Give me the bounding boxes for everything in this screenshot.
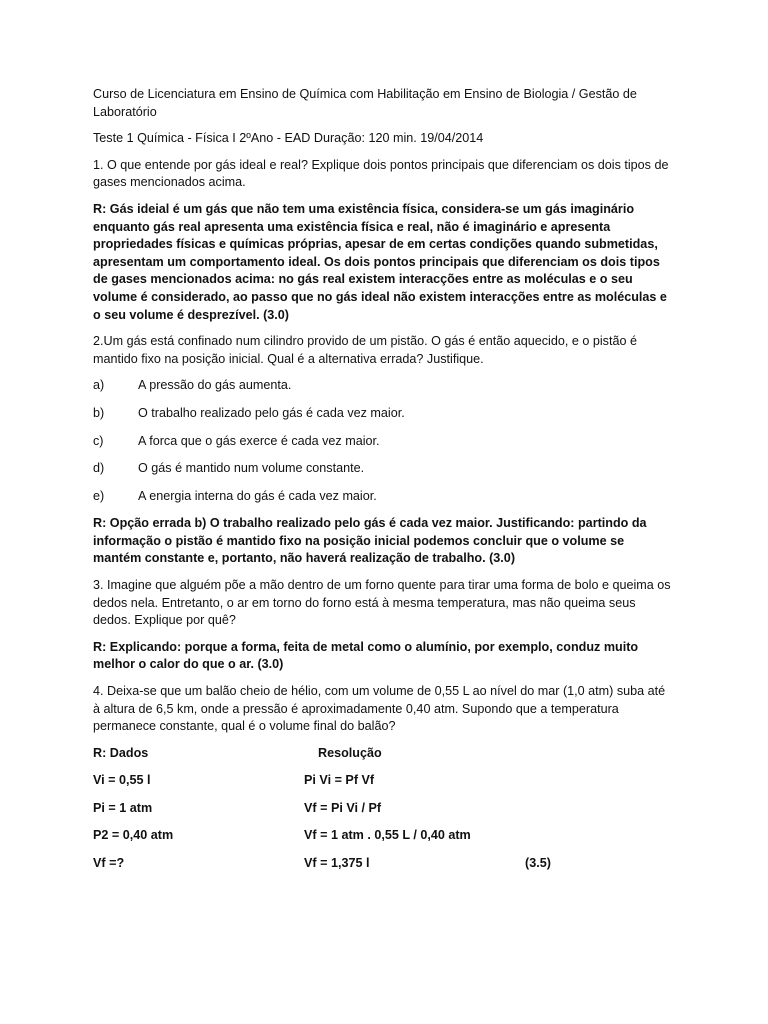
score-cell: (3.5) (525, 855, 551, 870)
option-d (93, 460, 673, 478)
question-4: 4. Deixa-se que um balão cheio de hélio, com um volume de 0,55 L ao nível do mar (1,0 atm) suba até à altura de 6,5 km, onde a pressão é aproximadamente 0,40 atm. Supondo que a temperatura permanece constante, qual é o volume final do balão? (93, 684, 666, 734)
option-c (93, 433, 673, 451)
option-letter: e) (93, 488, 105, 503)
option-letter: a) (93, 378, 105, 393)
option-text: A pressão do gás aumenta. (138, 378, 292, 393)
data-header: R: Dados (93, 745, 149, 760)
question-1: 1. O que entende por gás ideal e real? Explique dois pontos principais que diferenciam os dois tipos de gases mencionados acima. (93, 157, 669, 190)
question-2: 2.Um gás está confinado num cilindro provido de um pistão. O gás é então aquecido, e o pistão é mantido fixo na posição inicial. Qual é a alternativa errada? Justifique. (93, 334, 637, 366)
resolution-cell: Vf = Pi Vi / Pf (304, 800, 382, 815)
option-text: A energia interna do gás é cada vez maior. (138, 488, 377, 503)
option-text: O gás é mantido num volume constante. (138, 461, 365, 476)
data-cell: Vf =? (93, 855, 125, 870)
answer-1: R: Gás ideial é um gás que não tem uma existência física, considera-se um gás imaginário enquanto gás real apresenta uma existência física e real, não é imaginário e apresenta propriedades físicas e químicas próprias, apesar de em certas condições quando submetidas, apresentam um comportamento ideal. Os dois pontos principais que diferenciam os dois tipos de gases mencionados acima: no gás real existem interacções entre as moléculas e o seu volume é considerado, ao passo que no gás ideal não existem interacções entre as moléculas e o seu volume é desprezível. (3.0) (93, 201, 667, 322)
resolution-cell: Vf = 1 atm . 0,55 L / 0,40 atm (304, 828, 471, 843)
option-letter: b) (93, 405, 105, 420)
data-cell: Vi = 0,55 l (93, 773, 151, 788)
course-title: Curso de Licenciatura em Ensino de Química com Habilitação em Ensino de Biologia / Gestão de Laboratório (93, 87, 637, 119)
resolution-row (93, 800, 673, 818)
data-cell: P2 = 0,40 atm (93, 828, 174, 843)
resolution-cell: Pi Vi = Pf Vf (304, 773, 375, 788)
option-letter: c) (93, 433, 104, 448)
data-cell: Pi = 1 atm (93, 800, 153, 815)
option-e (93, 488, 673, 506)
option-b (93, 405, 673, 423)
resolution-row (93, 827, 673, 845)
resolution-cell: Vf = 1,375 l (304, 855, 370, 870)
resolution-header-row (93, 745, 673, 763)
option-a (93, 377, 673, 395)
option-letter: d) (93, 461, 105, 476)
option-text: O trabalho realizado pelo gás é cada vez maior. (138, 405, 405, 420)
test-info: Teste 1 Química - Física I 2ºAno - EAD Duração: 120 min. 19/04/2014 (93, 131, 484, 146)
question-3: 3. Imagine que alguém põe a mão dentro de um forno quente para tirar uma forma de bolo e queima os dedos nela. Entretanto, o ar em torno do forno está à mesma temperatura, mas não queima seus dedos. Explique por quê? (93, 578, 671, 628)
resolution-row (93, 855, 673, 873)
resolution-row (93, 772, 673, 790)
document-page (93, 86, 673, 882)
option-text: A forca que o gás exerce é cada vez maior. (138, 433, 380, 448)
resolution-header: Resolução (318, 745, 382, 760)
answer-3: R: Explicando: porque a forma, feita de metal como o alumínio, por exemplo, conduz muito melhor o calor do que o ar. (3.0) (93, 639, 639, 672)
answer-2: R: Opção errada b) O trabalho realizado pelo gás é cada vez maior. Justificando: partindo da informação o pistão é mantido fixo na posição inicial podemos concluir que o volume se mantém constante e, portanto, não haverá realização de trabalho. (3.0) (93, 516, 647, 566)
